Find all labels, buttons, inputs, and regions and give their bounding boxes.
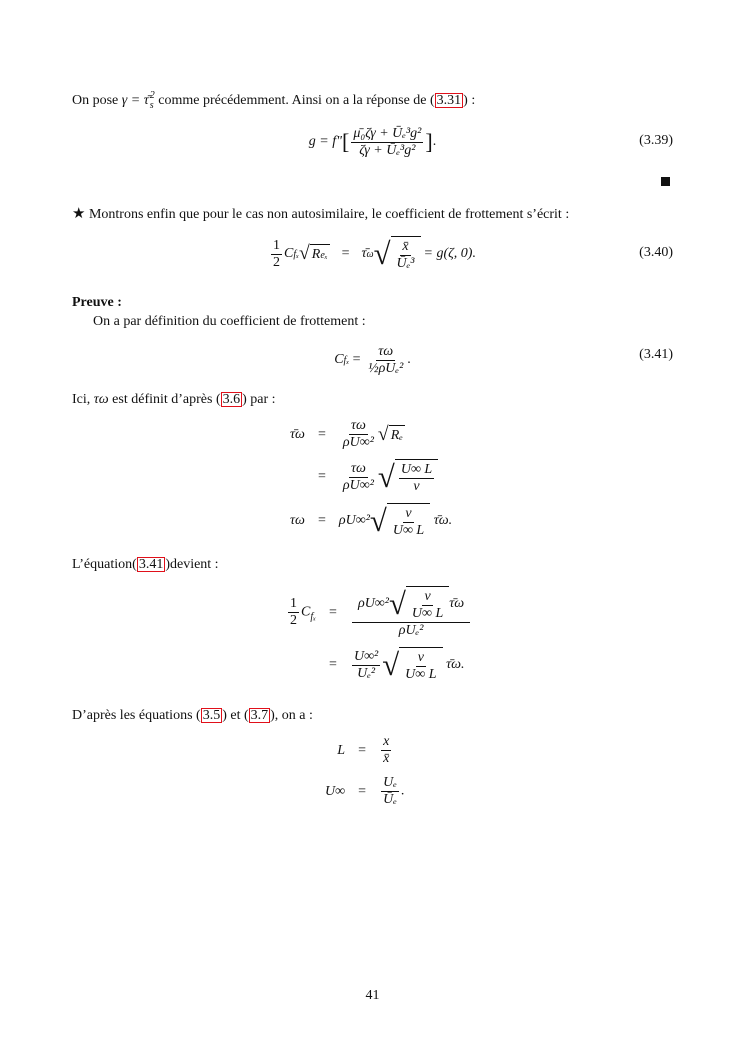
equation-number: (3.41)	[639, 347, 673, 362]
sqrt-icon: √	[388, 586, 406, 621]
sqrt	[370, 503, 430, 539]
text: ) et (	[222, 708, 249, 723]
fraction	[352, 586, 470, 639]
text: L’équation(	[72, 557, 137, 572]
fraction	[341, 418, 376, 451]
fraction-half	[288, 596, 299, 629]
sqrt	[374, 236, 421, 272]
math-text: τ̄	[361, 246, 367, 261]
rhs	[379, 734, 404, 767]
sqrt-icon: √	[382, 647, 400, 682]
radicand: Rₑ	[389, 425, 405, 444]
denominator: ρU∞²	[342, 477, 374, 493]
math-text: .	[400, 783, 405, 799]
equation-3-41	[150, 342, 595, 378]
denominator: ½ρUₑ²	[368, 360, 404, 376]
math-text: R	[311, 247, 321, 263]
rhs	[339, 503, 452, 539]
lhs	[286, 596, 316, 629]
fraction	[399, 462, 434, 495]
math-text: τω	[290, 513, 305, 528]
text: Montrons enfin que pour le cas non autosimilaire, le coefficient de frottement s’écrit :	[85, 207, 570, 222]
text: )devient :	[165, 557, 219, 572]
rhs	[350, 647, 472, 683]
denominator: 2	[273, 254, 281, 270]
numerator: μ̄₀ζγ + Ūₑ³g²	[353, 125, 422, 141]
text: On a par définition du coefficient de frottement :	[93, 314, 366, 329]
fraction	[341, 461, 376, 494]
equals: =	[341, 246, 350, 261]
math-text: τ̄ω	[449, 596, 465, 611]
text: D’après les équations (	[72, 708, 201, 723]
math-text: L	[337, 742, 346, 758]
denominator: ρUₑ²	[398, 623, 424, 638]
numerator: τω	[350, 460, 366, 476]
sqrt	[299, 243, 330, 265]
subscript: eₓ	[320, 249, 328, 261]
fraction	[352, 649, 380, 682]
denominator: Ūₑ	[383, 792, 397, 807]
math-text: τ̄ω	[290, 426, 305, 442]
sqrt-icon: √	[377, 423, 389, 445]
sqrt-icon: √	[299, 243, 310, 265]
numerator: ν	[424, 589, 431, 604]
bracket: [	[342, 129, 350, 154]
equals: =	[329, 657, 337, 672]
denominator: U∞ L	[392, 523, 425, 538]
paragraph-ici	[72, 392, 276, 408]
subscript: s	[149, 100, 154, 111]
math-text: C	[284, 246, 294, 261]
equation-number: (3.39)	[639, 133, 673, 148]
rhs	[379, 775, 404, 808]
fraction	[381, 775, 399, 808]
fraction	[381, 734, 391, 767]
numerator	[352, 586, 470, 623]
fraction	[391, 506, 426, 539]
denominator: x̄	[383, 751, 390, 766]
math-text: = g(ζ, 0).	[423, 246, 476, 261]
radicand	[387, 503, 430, 539]
math-text: .	[407, 352, 411, 367]
equation-3-39	[150, 122, 595, 162]
numerator: x	[383, 734, 390, 749]
sqrt	[382, 647, 442, 683]
denominator: Ūₑ³	[396, 256, 415, 271]
denominator: ζγ + Ūₑ³g²	[359, 142, 416, 158]
math-text: ρU∞²	[357, 596, 389, 611]
numerator: τω	[378, 343, 394, 359]
equals: =	[358, 742, 367, 758]
subscript: fₓ	[310, 611, 316, 623]
denominator: U∞ L	[405, 667, 437, 682]
equation-array-cf	[286, 586, 472, 683]
numerator: Uₑ	[383, 775, 397, 790]
equation-array-final	[325, 734, 404, 808]
math-text: γ = τ̄	[121, 93, 149, 109]
denominator: ρU∞²	[342, 435, 374, 450]
bracket: ]	[425, 129, 433, 154]
denominator: ν	[413, 479, 420, 494]
sqrt-icon: √	[369, 503, 387, 538]
radicand	[406, 586, 449, 622]
denominator: Uₑ²	[357, 665, 376, 681]
qed-square-icon	[661, 177, 670, 186]
text: comme précédemment. Ainsi on a la réponse de (	[154, 93, 435, 109]
paragraph-star	[72, 204, 569, 223]
subscript: fₓ	[293, 248, 300, 260]
text: Ici,	[72, 392, 94, 407]
page-number: 41	[365, 988, 380, 1003]
numerator: ν	[417, 650, 424, 665]
fraction-half	[271, 238, 282, 271]
radicand	[310, 244, 330, 263]
sqrt	[378, 424, 405, 446]
fraction	[410, 589, 445, 622]
text: est définit d’après (	[108, 392, 221, 407]
subscript: fₓ	[343, 354, 350, 366]
star-icon: ★	[72, 204, 86, 222]
equals: =	[329, 604, 337, 620]
sqrt-icon: √	[373, 236, 391, 271]
math-text: .	[432, 134, 437, 149]
subscript: ω	[366, 248, 374, 260]
math-text: τω	[93, 392, 109, 407]
radicand	[399, 647, 442, 683]
sqrt	[378, 459, 438, 495]
math-text: τ̄ω.	[442, 657, 465, 673]
equals: =	[317, 426, 326, 442]
text: ) par :	[242, 392, 276, 407]
math-text: U∞	[325, 783, 346, 799]
equation-ref-3-6[interactable]: 3.6	[222, 392, 241, 407]
superscript: 2	[149, 90, 155, 101]
fraction	[395, 239, 417, 272]
denominator: 2	[290, 613, 297, 628]
equals: =	[358, 783, 367, 799]
math-text: ρU∞²	[338, 513, 370, 529]
text: ), on a :	[270, 708, 313, 723]
equation-number: (3.40)	[639, 245, 673, 260]
radicand	[391, 236, 421, 272]
numerator: x̄	[402, 239, 409, 254]
paragraph-gamma	[72, 91, 475, 111]
numerator: ν	[405, 506, 412, 521]
equals: =	[317, 513, 326, 528]
rhs	[339, 418, 452, 451]
fraction	[366, 344, 405, 377]
fraction	[351, 126, 423, 159]
fraction	[403, 650, 438, 683]
equation-ref-3-7[interactable]: 3.7	[250, 708, 269, 723]
math-text: C	[334, 352, 344, 367]
sqrt	[389, 586, 449, 622]
equation-ref-3-5[interactable]: 3.5	[202, 708, 221, 723]
numerator: 1	[273, 237, 281, 253]
proof-heading: Preuve :	[72, 295, 122, 310]
math-text: g = f"	[308, 134, 343, 149]
paragraph-dapres	[72, 708, 313, 724]
radicand	[395, 459, 438, 495]
math-gamma	[121, 90, 155, 111]
equals: =	[317, 469, 326, 484]
equation-ref-3-31[interactable]: 3.31	[436, 93, 462, 109]
math-text: C	[301, 604, 311, 620]
numerator: τω	[350, 418, 366, 433]
equation-3-40	[150, 232, 595, 276]
equals: =	[349, 352, 365, 367]
text: On pose	[72, 93, 122, 109]
denominator: U∞ L	[411, 606, 444, 621]
numerator: U∞²	[353, 648, 379, 664]
sqrt-icon: √	[377, 459, 395, 494]
equation-array-tau	[290, 418, 452, 539]
numerator: U∞ L	[400, 462, 433, 477]
equation-ref-3-41[interactable]: 3.41	[138, 557, 164, 572]
paragraph-lequation	[72, 557, 219, 573]
text: ) :	[463, 93, 476, 109]
math-text: τ̄ω.	[430, 513, 453, 529]
rhs	[339, 459, 452, 495]
numerator: 1	[290, 596, 297, 611]
